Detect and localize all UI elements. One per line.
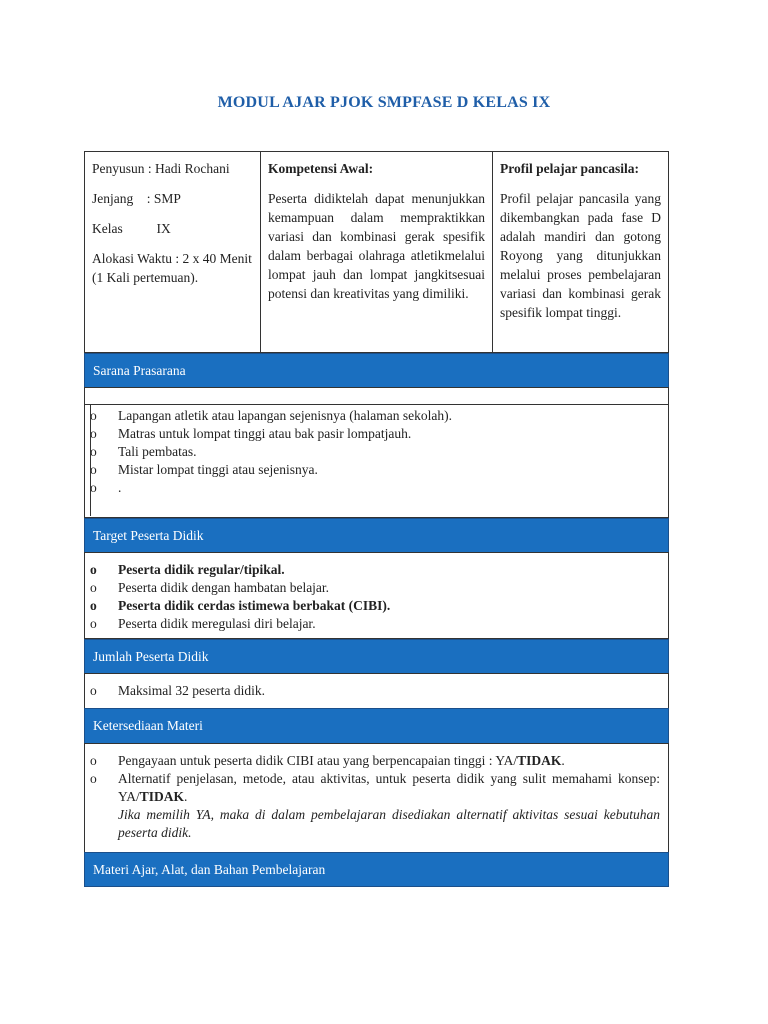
- list-item: o Maksimal 32 peserta didik.: [90, 683, 265, 698]
- section-bar-ketersediaan: [84, 708, 669, 744]
- ketersediaan-list: [85, 752, 660, 842]
- profil-column: [493, 152, 668, 352]
- kompetensi-text: Peserta didiktelah dapat menunjukkan kemampuan dalam mempraktikkan variasi dan kombinasi gerak spesifik dalam berbagai olahraga atletikmelalui lompat jauh dan lompat jangkitsesuai potensi dan kreativitas yang dimiliki.: [268, 191, 485, 301]
- bullet-icon: o: [90, 580, 97, 595]
- sarana-list: [85, 407, 668, 497]
- bullet-icon: o: [90, 562, 97, 577]
- jumlah-list: [85, 682, 668, 700]
- bullet-icon: o: [90, 462, 97, 477]
- document-title: MODUL AJAR PJOK SMPFASE D KELAS IX: [217, 94, 551, 111]
- list-item: o .: [90, 480, 122, 495]
- penyusun-text: Penyusun : Hadi Rochani: [92, 161, 230, 176]
- list-item: o Peserta didik dengan hambatan belajar.: [90, 580, 330, 595]
- bullet-icon: o: [90, 408, 97, 423]
- list-item: o Alternatif penjelasan, metode, atau aktivitas, untuk peserta didik yang sulit memahami konsep: YA/TIDAK.: [90, 771, 660, 804]
- bullet-icon: o: [90, 771, 97, 786]
- jenjang-text: Jenjang : SMP: [92, 191, 181, 206]
- list-item: o Pengayaan untuk peserta didik CIBI atau yang berpencapaian tinggi : YA/TIDAK.: [90, 753, 565, 768]
- target-list: [85, 561, 668, 633]
- bullet-icon: o: [90, 616, 97, 631]
- section-label: Ketersediaan Materi: [93, 718, 203, 733]
- kompetensi-column: [261, 152, 493, 352]
- info-table: [84, 151, 669, 353]
- bullet-icon: o: [90, 753, 97, 768]
- bullet-icon: o: [90, 598, 97, 613]
- section-label: Jumlah Peserta Didik: [93, 648, 209, 664]
- kelas-text: Kelas IX: [92, 221, 171, 236]
- list-column-divider: [84, 404, 91, 516]
- bullet-icon: o: [90, 480, 97, 495]
- kompetensi-heading: Kompetensi Awal:: [268, 161, 374, 176]
- list-item: o Peserta didik cerdas istimewa berbakat (CIBI).: [90, 598, 391, 613]
- section-label: Materi Ajar, Alat, dan Bahan Pembelajaran: [93, 861, 326, 877]
- section-bar-sarana: [84, 353, 669, 388]
- ketersediaan-box: [84, 743, 669, 853]
- sarana-spacer-row: [85, 388, 668, 405]
- alokasi-text: Alokasi Waktu : 2 x 40 Menit (1 Kali pertemuan).: [92, 251, 252, 285]
- section-bar-target: [84, 518, 669, 553]
- jumlah-box: [84, 673, 669, 709]
- list-item: o Matras untuk lompat tinggi atau bak pasir lompatjauh.: [90, 426, 412, 441]
- list-item: o Tali pembatas.: [90, 444, 197, 459]
- target-box: [84, 552, 669, 639]
- section-label: Sarana Prasarana: [93, 362, 186, 378]
- list-item: o Peserta didik regular/tipikal.: [90, 562, 285, 577]
- list-item: o Peserta didik meregulasi diri belajar.: [90, 616, 316, 631]
- sarana-box: [84, 387, 669, 518]
- section-bar-materi: [84, 852, 669, 887]
- list-item: o Mistar lompat tinggi atau sejenisnya.: [90, 462, 318, 477]
- note-text: Jika memilih YA, maka di dalam pembelajaran disediakan alternatif aktivitas sesuai kebutuhan peserta didik.: [118, 807, 660, 840]
- list-item: o Lapangan atletik atau lapangan sejenisnya (halaman sekolah).: [90, 408, 452, 423]
- bullet-icon: o: [90, 444, 97, 459]
- identity-column: [85, 152, 261, 352]
- bullet-icon: o: [90, 683, 97, 698]
- profil-heading: Profil pelajar pancasila:: [500, 161, 639, 176]
- bullet-icon: o: [90, 426, 97, 441]
- section-label: Target Peserta Didik: [93, 527, 204, 543]
- profil-text: Profil pelajar pancasila yang dikembangkan pada fase D adalah mandiri dan gotong Royong yang ditunjukkan melalui proses pembelajaran variasi dan kombinasi gerak spesifik lompat tinggi.: [500, 191, 661, 320]
- section-bar-jumlah: [84, 639, 669, 674]
